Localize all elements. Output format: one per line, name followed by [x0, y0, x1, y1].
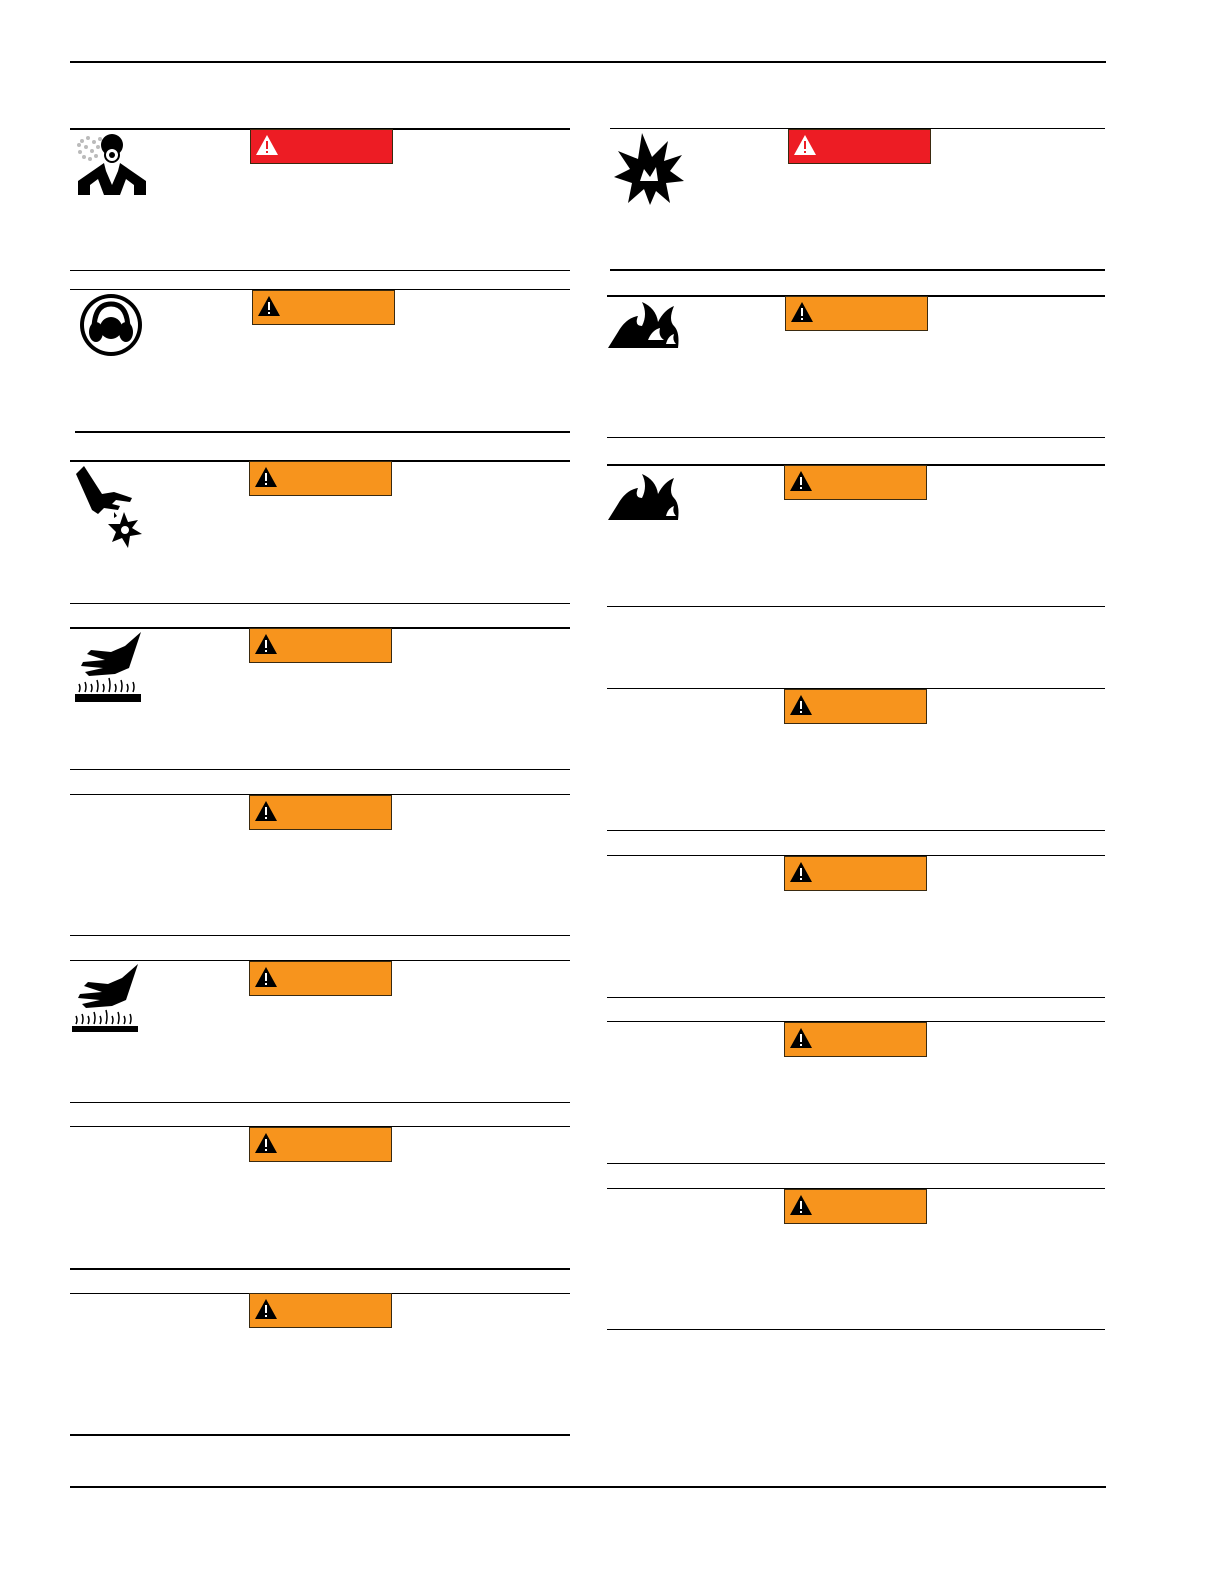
warning-triangle-icon — [254, 1298, 278, 1320]
section-bottom-rule — [607, 437, 1105, 438]
warning-badge — [252, 290, 395, 325]
section-bottom-rule — [607, 1329, 1105, 1330]
warning-badge — [784, 856, 927, 891]
fire-icon — [608, 468, 682, 527]
warning-badge — [784, 465, 927, 500]
section-bottom-rule — [607, 606, 1105, 607]
section-bottom-rule — [607, 997, 1105, 998]
section-bottom-rule — [70, 1434, 570, 1436]
cut-hazard-icon — [74, 464, 148, 555]
footer-rule — [70, 1486, 1106, 1488]
warning-badge — [249, 461, 392, 496]
section-bottom-rule — [70, 1268, 570, 1270]
warning-triangle-icon — [793, 134, 817, 156]
hot-surface-icon — [75, 630, 143, 709]
warning-triangle-icon — [254, 1132, 278, 1154]
fire-icon — [608, 296, 682, 355]
section-bottom-rule — [70, 935, 570, 936]
section-bottom-rule — [607, 830, 1105, 831]
warning-triangle-icon — [254, 800, 278, 822]
section-bottom-rule — [70, 769, 570, 770]
warning-badge — [249, 795, 392, 830]
warning-badge — [249, 628, 392, 663]
section-bottom-rule — [607, 1163, 1105, 1164]
danger-badge — [250, 129, 393, 164]
warning-badge — [784, 689, 927, 724]
warning-triangle-icon — [789, 861, 813, 883]
warning-badge — [785, 296, 928, 331]
warning-badge — [249, 961, 392, 996]
warning-badge — [249, 1127, 392, 1162]
warning-badge — [784, 1189, 927, 1224]
warning-badge — [784, 1022, 927, 1057]
warning-triangle-icon — [789, 1194, 813, 1216]
warning-triangle-icon — [257, 295, 281, 317]
section-bottom-rule — [70, 270, 570, 271]
warning-triangle-icon — [789, 1027, 813, 1049]
warning-badge — [249, 1293, 392, 1328]
header-rule — [70, 61, 1106, 63]
hot-surface-icon — [72, 962, 140, 1041]
danger-badge — [788, 129, 931, 164]
warning-triangle-icon — [789, 470, 813, 492]
section-bottom-rule — [610, 269, 1105, 271]
warning-triangle-icon — [254, 466, 278, 488]
explosion-icon — [610, 131, 686, 212]
hearing-protection-icon — [78, 292, 144, 363]
section-bottom-rule — [75, 431, 570, 433]
warning-triangle-icon — [254, 966, 278, 988]
section-bottom-rule — [70, 603, 570, 604]
section-bottom-rule — [70, 1102, 570, 1103]
warning-triangle-icon — [790, 301, 814, 323]
warning-triangle-icon — [789, 694, 813, 716]
respirator-icon — [76, 133, 150, 202]
warning-triangle-icon — [255, 134, 279, 156]
warning-triangle-icon — [254, 633, 278, 655]
